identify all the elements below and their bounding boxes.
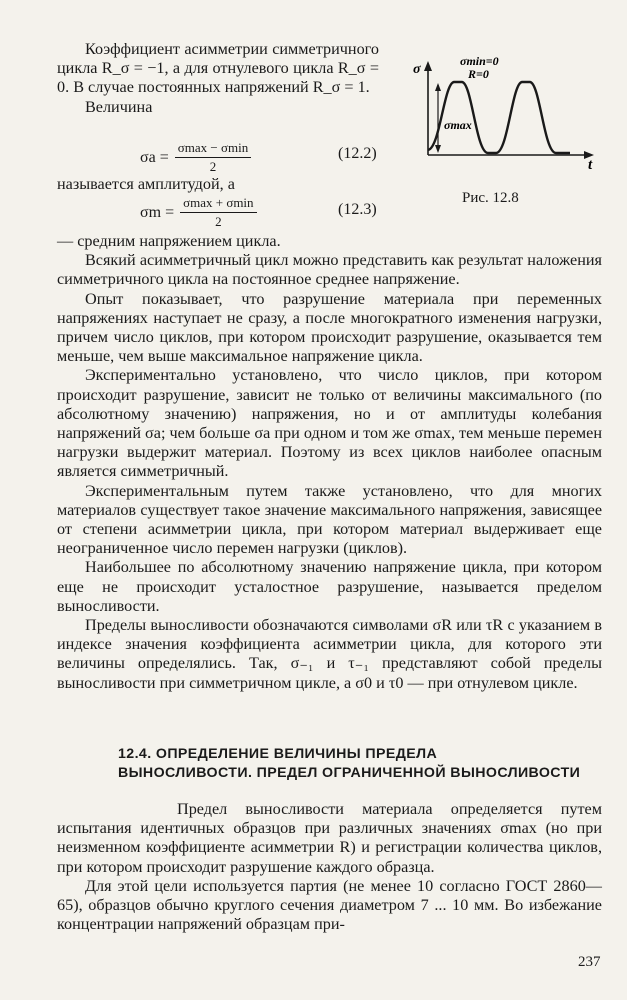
label-sigma-max: σmax bbox=[444, 118, 472, 132]
paragraph-asymmetry-coefficient bbox=[57, 40, 379, 117]
paragraph-text: называется амплитудой, а bbox=[57, 175, 235, 193]
body-text bbox=[57, 800, 602, 934]
label-r: R=0 bbox=[468, 67, 489, 81]
fraction-numerator: σmax − σmin bbox=[175, 140, 251, 158]
y-axis-arrow bbox=[424, 61, 432, 71]
arrow-head bbox=[435, 145, 441, 153]
fraction-denominator: 2 bbox=[215, 214, 222, 229]
heading-line: 12.4. ОПРЕДЕЛЕНИЕ ВЕЛИЧИНЫ ПРЕДЕЛА bbox=[118, 746, 438, 762]
formula-12-2 bbox=[140, 140, 251, 175]
paragraph-text: Величина bbox=[85, 97, 153, 116]
formula-lhs: σa = bbox=[140, 148, 169, 166]
fraction-numerator: σmax + σmin bbox=[180, 195, 256, 213]
label-sigma-min: σmin=0 bbox=[460, 55, 499, 68]
label-sigma-axis: σ bbox=[413, 62, 421, 77]
paragraph-text: Наибольшее по абсолютному значению напряжение цикла, при котором еще не происходит усталостное разрушение, называется пределом выносливости. bbox=[57, 558, 602, 615]
formula-fraction bbox=[180, 195, 256, 230]
formula-12-3 bbox=[140, 195, 257, 230]
formula-fraction bbox=[175, 140, 251, 175]
paragraph-text: Для этой цели используется партия (не менее 10 согласно ГОСТ 2860—65), образцов обычно круглого сечения диаметром 7 ... 10 мм. Во избежание концентрации напряжений образцам при- bbox=[57, 876, 602, 934]
paragraph-text: Экспериментально установлено, что число циклов, при котором происходит разрушение, зависит не только от величины максимального (по абсолютному значению) напряжения, но и от амплитуды колебания напряжений σa; чем больше σa при одном и том же σmax, тем меньше перемен нагрузки выдержит материал. Поэтому из всех циклов наиболее опасным является симметричный. bbox=[57, 366, 602, 481]
formula-lhs: σm = bbox=[140, 203, 175, 221]
fraction-denominator: 2 bbox=[209, 159, 217, 174]
figure-12-8 bbox=[408, 55, 608, 175]
paragraph-text: — средним напряжением цикла. bbox=[57, 232, 281, 250]
paragraph-text: Экспериментальным путем также установлено, что для многих материалов существует такое значение максимального напряжения, зависящее от степени асимметрии цикла, при котором материал выдерживает еще неограниченное число перемен нагрузки (циклов). bbox=[57, 481, 602, 558]
paragraph-text: Опыт показывает, что разрушение материала при переменных напряжениях наступает не сразу, а после многократного изменения нагрузки, причем число циклов, при котором происходит разрушение, оказывается тем меньше, чем выше максимальное напряжение цикла. bbox=[57, 289, 602, 366]
section-heading bbox=[118, 745, 608, 783]
paragraph-text: Всякий асимметричный цикл можно представить как результат наложения симметричного цикла на постоянное среднее напряжение. bbox=[57, 251, 602, 289]
arrow-head bbox=[435, 83, 441, 91]
body-text bbox=[57, 232, 602, 693]
equation-number: (12.3) bbox=[338, 201, 377, 218]
paragraph-text: Коэффициент асимметрии симметричного цикла R_σ = −1, а для отнулевого цикла R_σ = 0. В случае постоянных напряжений R_σ = 1. bbox=[57, 40, 379, 97]
figure-caption: Рис. 12.8 bbox=[462, 190, 519, 206]
page-number: 237 bbox=[578, 954, 601, 970]
paragraph-text: Предел выносливости материала определяется путем испытания идентичных образцов при различных значениях σmax (но при неизменном коэффициенте асимметрии R) и регистрации количества циклов, при котором происходит разрушение каждого образца. bbox=[57, 800, 602, 876]
paragraph-text: Пределы выносливости обозначаются символами σR или τR с указанием в индексе значения коэффициента асимметрии цикла, для которого эти величины определялись. Так, σ₋₁ и τ₋₁ представляют собой пределы выносливости при симметричном цикле, а σ0 и τ0 — при отнулевом цикле. bbox=[57, 616, 602, 692]
heading-line: ВЫНОСЛИВОСТИ. ПРЕДЕЛ ОГРАНИЧЕННОЙ ВЫНОСЛИВОСТИ bbox=[118, 765, 581, 781]
equation-number: (12.2) bbox=[338, 145, 377, 162]
label-t: t bbox=[588, 157, 593, 173]
